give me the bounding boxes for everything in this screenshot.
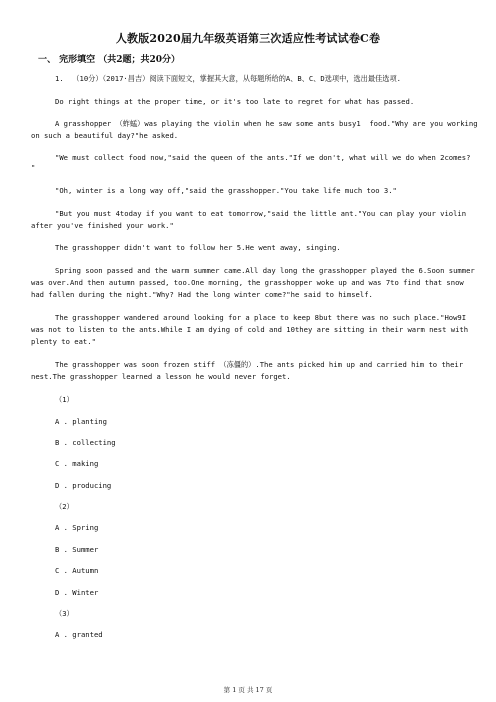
- section-heading: 一、 完形填空 （共2题；共20分）: [38, 55, 181, 65]
- answer-option[interactable]: D . Winter: [55, 588, 99, 597]
- passage-line: "But you must 4today if you want to eat tomorrow,"said the little ant."You can play your violin: [55, 209, 467, 218]
- answer-option[interactable]: A . planting: [55, 417, 107, 426]
- passage-line: Spring soon passed and the warm summer came.All day long the grasshopper played the 6.Soon summer: [55, 266, 475, 275]
- answer-option[interactable]: C . making: [55, 459, 99, 468]
- passage-line: was not to listen to the ants.While I am dying of cold and 10they are sitting in their warm nest with: [31, 325, 469, 334]
- passage-line: Do right things at the proper time, or it's too late to regret for what has passed.: [55, 97, 415, 106]
- subquestion-label: （1）: [55, 395, 74, 404]
- answer-option[interactable]: A . granted: [55, 630, 103, 639]
- passage-line: plenty to eat.": [31, 337, 96, 346]
- question-intro: 1. （10分）（2017·昌吉）阅读下面短文，掌握其大意，从每题所给的A、B、C、D选项中，选出最佳选项.: [55, 74, 401, 83]
- answer-option[interactable]: C . Autumn: [55, 566, 99, 575]
- passage-line: nest.The grasshopper learned a lesson he would never forget.: [31, 372, 291, 381]
- page-footer: 第 1 页 共 17 页: [223, 686, 273, 694]
- passage-line: The grasshopper wandered around looking for a place to keep 8but there was no such place."How9I: [55, 313, 467, 322]
- passage-line: ": [31, 163, 36, 172]
- passage-line: The grasshopper didn't want to follow her 5.He went away, singing.: [55, 243, 341, 252]
- answer-option[interactable]: B . Summer: [55, 545, 99, 554]
- passage-line: on such a beautiful day?"he asked.: [31, 131, 179, 140]
- answer-option[interactable]: D . producing: [55, 481, 112, 490]
- passage-line: "Oh, winter is a long way off,"said the grasshopper."You take life much too 3.": [55, 186, 397, 195]
- passage-line: A grasshopper （蚱蜢）was playing the violin when he saw some ants busy1 food."Why are you working: [55, 119, 478, 128]
- subquestion-label: （2）: [55, 502, 74, 511]
- answer-option[interactable]: A . Spring: [55, 523, 99, 532]
- answer-option[interactable]: B . collecting: [55, 438, 116, 447]
- passage-line: The grasshopper was soon frozen stiff （冻僵的）.The ants picked him up and carried him to their: [55, 360, 464, 369]
- passage-line: was over.And then autumn passed, too.One morning, the grasshopper woke up and was 7to find that snow: [31, 278, 464, 287]
- document-title: 人教版2020届九年级英语第三次适应性考试试卷C卷: [115, 32, 381, 45]
- passage-line: after you've finished your work.": [31, 221, 174, 230]
- subquestion-label: （3）: [55, 609, 74, 618]
- passage-line: "We must collect food now,"said the queen of the ants."If we don't, what will we do when 2comes?: [55, 153, 471, 162]
- passage-line: had fallen during the night."Why? Had the long winter come?"he said to himself.: [31, 290, 373, 299]
